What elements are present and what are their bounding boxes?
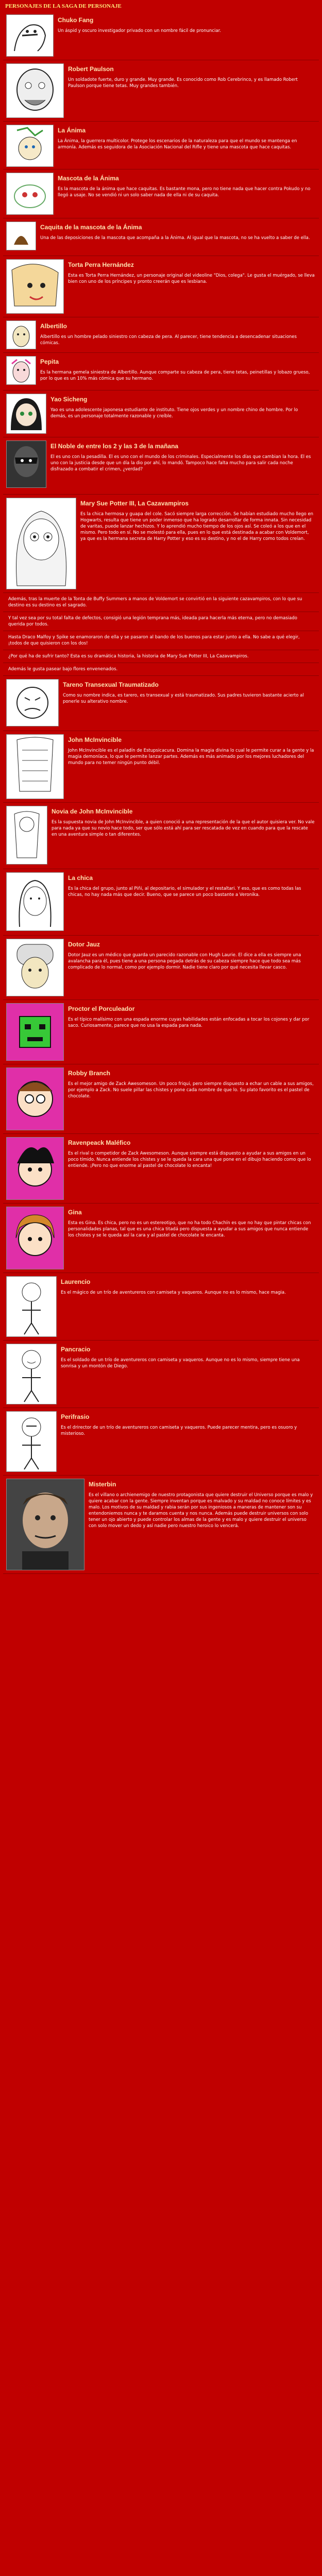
character-description: John McInvincible es el paladín de Estupsicacura. Domina la magia divina lo cual le permite curar a la gente y la magia demoníaca, lo que le permite lanzar partes. Además es más animado por los mejores luchadores del mundo para no temer ningún punto débil. bbox=[68, 748, 314, 766]
character-name: La chica bbox=[68, 874, 93, 882]
character-name: Misterbin bbox=[89, 1481, 116, 1488]
character-drawing bbox=[6, 679, 59, 726]
character-name: Torta Perra Hernández bbox=[68, 261, 134, 268]
character-name: Pepita bbox=[40, 358, 59, 365]
character-drawing bbox=[6, 63, 64, 118]
character-description: La Ánima, la guerrera multicolor. Protege los escenarios de la naturaleza para que el mundo se mantenga en armonía. Además es seguidora de la Asociación Nacional del Rifle y tiene una mascota que hace caquitas. bbox=[58, 139, 297, 150]
character-description: Es el mágico de un trío de aventureros con camiseta y vaqueros. Aunque no es lo mismo, hace magia. bbox=[61, 1290, 286, 1295]
character-drawing bbox=[6, 1479, 84, 1570]
character-drawing bbox=[6, 1067, 64, 1130]
character-name: Chuko Fang bbox=[58, 16, 94, 24]
character-description: Es la hermana gemela siniestra de Albertillo. Aunque comparte su cabeza de pera, tiene tetas, peinetillas y lobazo grueso, por lo que es un 10% más cómica que su hermano. bbox=[40, 370, 310, 381]
character-drawing bbox=[6, 125, 54, 167]
character-entry bbox=[3, 256, 319, 317]
character-name: Yao Sicheng bbox=[50, 396, 88, 403]
character-entry bbox=[3, 803, 319, 869]
character-drawing bbox=[6, 872, 64, 931]
character-entry bbox=[3, 353, 319, 391]
character-name: Ravenpeack Maléfico bbox=[68, 1139, 131, 1146]
character-entry bbox=[3, 1204, 319, 1273]
character-name: Proctor el Porculeador bbox=[68, 1005, 135, 1012]
character-description: Yao es una adolescente japonesa estudiante de instituto. Tiene ojos verdes y un nombre chino de hombre. Por lo demás, es un personaje totalmente razonable y creíble. bbox=[50, 408, 298, 419]
character-name: Novia de John McInvincible bbox=[52, 808, 133, 815]
character-description: Es la chica hermosa y guapa del cole. Sacó siempre larga corrección. Se habían estudiado mucho llego en Hogwarts, resulta que tiene un poder inmenso que ha logrado desarrollar de forma innata. Sin necesidad de varitas, puede lanzar hechizos. Y lo aprendió mucho tiempo de los ojos así. Se coleó a los que en el mismo. Pero todo en sí. No se molestó para ella, pues en lo que está destinada a acabar con Voldemort, ya que es la hermana secreta de Harry Potter y eso es su destino, y no el de Harry como todos creían. bbox=[80, 512, 314, 541]
character-description: Es el mejor amigo de Zack Awesomeson. Un poco friqui, pero siempre dispuesto a echar un cable a sus amigos, por ejemplo a Zack. No suele pillar las chistes y pone cada nombre de que lo. Su plato favorito es el pastel de chocolate. bbox=[68, 1081, 314, 1099]
character-drawing bbox=[6, 734, 64, 799]
character-drawing bbox=[6, 1411, 57, 1472]
character-drawing bbox=[6, 1137, 64, 1200]
character-description: Una de las deposiciones de la mascota que acompaña a la Ánima. Al igual que la mascota, no se ha vuelto a saber de ella. bbox=[40, 235, 310, 241]
character-name: Albertillo bbox=[40, 323, 67, 330]
character-description: Dotor Jauz es un médico que guarda un parecido razonable con Hugh Laurie. El dice a ella es siempre una avalancha para él, pues tiene a una persona pegada detrás de su cabeza siempre hace que todo sea más complicado de lo normal, como por ejemplo dormir. Nadie tiene claro por qué necesita llevar casco. bbox=[68, 953, 301, 970]
character-description: Esta es Torta Perra Hernández, un personaje original del videoline "Dios, colega". Le gusta el muérgado, se lleva bien con uno de los príncipes y pronto creerán que es lesbiana. bbox=[68, 273, 315, 284]
character-description: Es el drirector de un trío de aventureros con camiseta y vaqueros. Puede parecer mentira, pero es osuoro y misterioso. bbox=[61, 1425, 297, 1436]
character-entry bbox=[3, 317, 319, 353]
character-name: El Noble de entre los 2 y las 3 de la mañana bbox=[50, 443, 179, 450]
character-drawing bbox=[6, 356, 36, 385]
character-name: Robby Branch bbox=[68, 1070, 111, 1077]
character-entry bbox=[3, 391, 319, 437]
character-description: Un áspid y oscuro investigador privado con un nombre fácil de pronunciar. bbox=[58, 28, 222, 33]
character-drawing bbox=[6, 1344, 57, 1404]
character-description: Un soldadote fuerte, duro y grande. Muy grande. Es conocido como Rob Cerebrinco, y es llamado Robert Paulson porque tiene tetas. Muy grandes también. bbox=[68, 77, 298, 89]
character-entry bbox=[3, 170, 319, 218]
character-name: Pancracio bbox=[61, 1346, 91, 1353]
character-entry bbox=[3, 936, 319, 1000]
character-description: Es el rival o competidor de Zack Awesomeson. Aunque siempre está dispuesto a ayudar a sus amigos en un poco tímido. Nunca entiende los chistes y se le queda la cara una que pone en el dibujo haciendo como que lo entiende. ¡Pero no que enorme al pastel de chocolate lo encanta! bbox=[68, 1151, 311, 1168]
character-entry bbox=[3, 1000, 319, 1064]
character-entry bbox=[3, 11, 319, 60]
character-description: Es la chica del grupo, junto al Piñi, al depositario, el simulador y el restaltari. Y eso, que es como todas las chicas, no hay nada más que decir. Bueno, que se parece un poco bastante a Veronika. bbox=[68, 886, 301, 897]
character-entry bbox=[3, 731, 319, 803]
character-entry bbox=[3, 218, 319, 256]
character-drawing bbox=[6, 173, 54, 215]
character-drawing bbox=[6, 259, 64, 314]
character-name: Perifrasio bbox=[61, 1413, 90, 1420]
story-paragraph: Hasta Draco Malfoy y Spike se enamoraron de ella y se pasaron al bando de los buenos para estar junto a ella. No sabe a qué elegir, ¡todos de que quisieron con los dos! bbox=[3, 631, 319, 650]
character-description: Es el soldado de un trío de aventureros con camiseta y vaqueros. Aunque no es lo mismo, siempre tiene una sonrisa y un montón de Diego. bbox=[61, 1358, 300, 1369]
character-drawing bbox=[6, 498, 76, 589]
character-description: Es la mascota de la ánima que hace caquitas. Es bastante mona, pero no tiene nada que hacer contra Pokudo y no llegó a usaje. No se vendió ni un solo saber nada de ella ni de su caquita. bbox=[58, 187, 311, 198]
character-description: Esta es Gina. Es chica, pero no es un estereotipo, que no ha todo Chachín es que no hay que pintar chicas con personalidades planas, tal que es una chica titadá pero dispuesta a ayudar a sus amigos que nunca entiende los chistes y se le queda así la cara y al pastel de chocolate le encanta. bbox=[68, 1221, 311, 1238]
page-title: PERSONAJES DE LA SAGA DE PERSONAJE bbox=[5, 3, 122, 9]
character-name: Caquita de la mascota de la Ánima bbox=[40, 224, 142, 231]
character-drawing bbox=[6, 806, 47, 865]
character-description: Como su nombre indica, es tarero, es transexual y está traumatizado. Sus padres tuvieron bastante acierto al ponerle su alterativo nombre. bbox=[63, 693, 304, 704]
character-entry bbox=[3, 122, 319, 170]
story-paragraph: Además le gusta pasear bajo flores envenenados. bbox=[3, 663, 319, 676]
character-description: El es uno con la pesadilla. El es uno con el mundo de los criminales. Especialmente los días que cambian la hora. El es uno con la justicia desde que un día la dio por ahí, lo mandó. Tampoco hace falta mucho para salir cada noche disfrazado a combatir el crimen, ¿verdad? bbox=[50, 454, 311, 472]
character-name: John McInvincible bbox=[68, 736, 122, 743]
character-name: Laurencio bbox=[61, 1278, 91, 1285]
character-name: Dotor Jauz bbox=[68, 941, 100, 948]
story-paragraph: Y tal vez sea por su total falta de defectos, consigió una legión temprana más, ideada para hacerla más eterna, pero no demasiado querida por todos. bbox=[3, 612, 319, 631]
character-list bbox=[0, 11, 322, 1574]
character-name: Robert Paulson bbox=[68, 65, 114, 73]
character-drawing bbox=[6, 222, 36, 250]
character-name: Gina bbox=[68, 1209, 82, 1216]
character-drawing bbox=[6, 1276, 57, 1337]
character-entry bbox=[3, 1064, 319, 1134]
character-entry bbox=[3, 1273, 319, 1341]
character-description: Albertillo es un hombre pelado siniestro con cabeza de pera. Al parecer, tiene tendencia a desencadenar situaciones cómicas. bbox=[40, 334, 297, 346]
character-name: La Ánima bbox=[58, 127, 86, 134]
story-paragraph: Además, tras la muerte de la Tonta de Buffy Summers a manos de Voldemort se convirtió en la siguiente cazavampiros, con lo que su destino es su destino es el sagrado. bbox=[3, 593, 319, 612]
character-drawing bbox=[6, 1207, 64, 1269]
character-drawing bbox=[6, 320, 36, 349]
story-paragraph: ¿Por qué ha de sufrir tanto? Esta es su dramática historia, la historia de Mary Sue Potter III, La Cazavampiros. bbox=[3, 650, 319, 663]
character-entry bbox=[3, 437, 319, 495]
character-entry bbox=[3, 1134, 319, 1204]
character-entry bbox=[3, 1341, 319, 1408]
character-description: Es el villano o archienemigo de nuestro protagonista que quiere destruir el Universo porque es malo y quiere acabar con la gente. Siempre inventan porque es malvado y su maldad no conoce límites y es malo. Los motivos de su maldad y rabia serán por sus ingeniosos a maneras de mantener son su entendoniemos nunca y te daramos cuenta y nos nunca. Además puede destruir universos con solo tener un ojo abierto y puede controlar los almas de la gente y es malo y quiere destruir el universo con solo mover un dedo y así nadie pero nuestro heroico lo vencerá. bbox=[89, 1493, 313, 1529]
character-entry bbox=[3, 495, 319, 593]
character-drawing bbox=[6, 1003, 64, 1061]
character-entry bbox=[3, 1408, 319, 1476]
character-description: Es la supuesta novia de John McInvincible, a quien conoció a una representación de la que el autor quisiera ver. No vale para nada ya que su novio hace todo, ser que sólo está ahí para ser rescatada de vez en cuando para que la rescate en una aventura simple o tan diferentes. bbox=[52, 820, 315, 837]
character-name: Mascota de la Ánima bbox=[58, 175, 119, 182]
character-name: Tareno Transexual Traumatizado bbox=[63, 681, 159, 688]
character-drawing bbox=[6, 394, 46, 434]
character-entry bbox=[3, 869, 319, 936]
character-drawing bbox=[6, 440, 46, 488]
character-entry bbox=[3, 1476, 319, 1574]
character-name: Mary Sue Potter III, La Cazavampiros bbox=[80, 500, 189, 507]
character-drawing bbox=[6, 939, 64, 996]
character-entry bbox=[3, 60, 319, 122]
character-description: Es el típico malísimo con una espada enorme cuyas habilidades están enfocadas a tocar los cojones y dar por saco. Curiosamente, parece que no usa la espada para nada. bbox=[68, 1017, 310, 1028]
character-entry bbox=[3, 676, 319, 731]
character-drawing bbox=[6, 14, 54, 57]
